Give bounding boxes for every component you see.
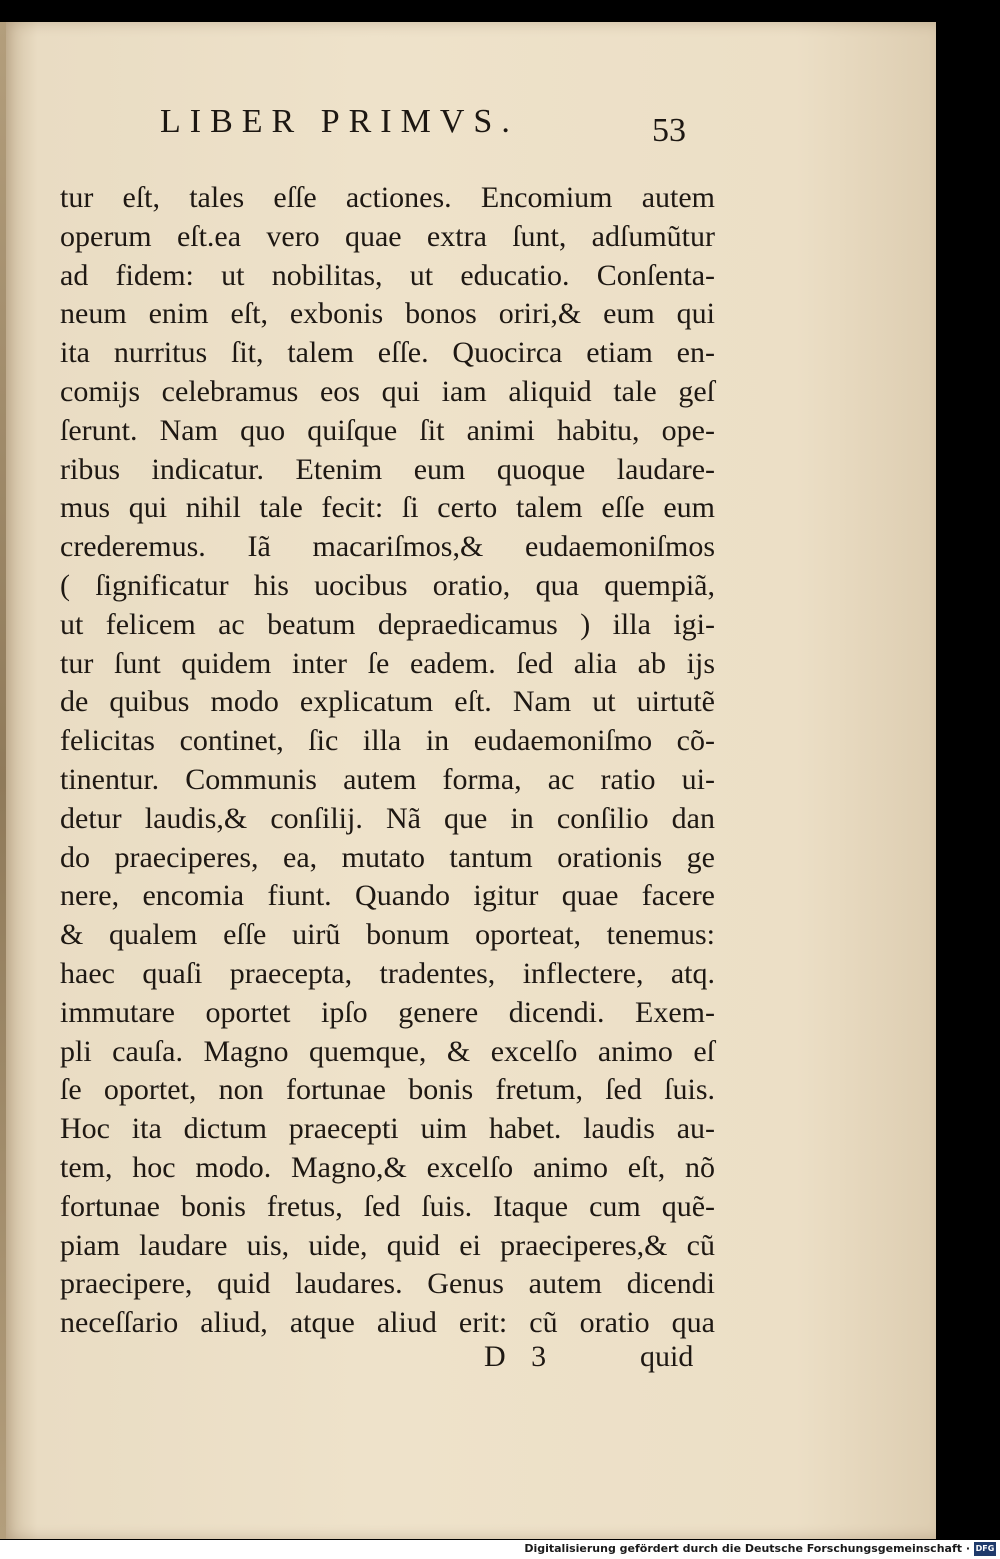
text-line: ita nurritus ſit, talem eſſe. Quocirca etiam en- [60,336,715,370]
text-line: ( ſignificatur his uocibus oratio, qua quempiã, [60,568,715,602]
text-line: ſerunt. Nam quo quiſque ſit animi habitu, ope- [60,413,715,447]
running-head: LIBER PRIMVS. [160,103,519,140]
text-line: mus qui nihil tale fecit: ſi certo talem eſſe eum [60,491,715,525]
text-line: tur eſt, tales eſſe actiones. Encomium autem [60,181,715,214]
text-line: do praeciperes, ea, mutato tantum orationis ge [60,840,715,874]
page-edge [0,22,6,1539]
text-line: pli cauſa. Magno quemque, & excelſo animo eſ [60,1034,715,1068]
text-line: felicitas continet, ſic illa in eudaemoniſmo cõ- [60,724,715,758]
text-line: fortunae bonis fretus, ſed ſuis. Itaque cum quẽ- [60,1189,715,1223]
text-line: operum eſt.ea vero quae extra ſunt, adſumũtur [60,219,715,253]
dfg-logo-icon: DFG [974,1542,996,1556]
text-line: ut felicem ac beatum depraedicamus ) illa igi- [60,607,715,641]
text-line: crederemus. Iã macariſmos,& eudaemoniſmos [60,530,715,564]
footer-credit: Digitalisierung gefördert durch die Deutsche Forschungsgemeinschaft · [524,1542,970,1555]
text-line: praecipere, quid laudares. Genus autem dicendi [60,1267,715,1301]
book-page [0,22,936,1539]
text-line: Hoc ita dictum praecepti uim habet. laudis au- [60,1112,715,1146]
text-line: tinentur. Communis autem forma, ac ratio ui- [60,762,715,796]
text-block [60,179,715,1343]
text-line: de quibus modo explicatum eſt. Nam ut uirtutẽ [60,685,715,719]
text-line: tem, hoc modo. Magno,& excelſo animo eſt, nõ [60,1150,715,1184]
text-line: neum enim eſt, exbonis bonos oriri,& eum qui [60,297,715,331]
text-line: detur laudis,& conſilij. Nã que in conſilio dan [60,801,715,835]
text-line: immutare oportet ipſo genere dicendi. Exem- [60,995,715,1029]
text-line: neceſſario aliud, atque aliud erit: cũ oratio qua [60,1306,715,1340]
text-line: & qualem eſſe uirũ bonum oporteat, tenemus: [60,918,715,952]
text-line: comijs celebramus eos qui iam aliquid tale geſ [60,374,715,408]
text-line: ſe oportet, non fortunae bonis fretum, ſed ſuis. [60,1073,715,1107]
text-line: haec quaſi praecepta, tradentes, inflectere, atq. [60,956,715,990]
text-line: nere, encomia fiunt. Quando igitur quae facere [60,879,715,913]
signature-mark: D 3 [484,1340,547,1373]
text-line: ad fidem: ut nobilitas, ut educatio. Conſenta- [60,258,715,292]
text-line: tur ſunt quidem inter ſe eadem. ſed alia ab ijs [60,646,715,680]
footer-bar [0,1540,1000,1559]
text-line: ribus indicatur. Etenim eum quoque laudare- [60,452,715,486]
page-number: 53 [652,112,686,149]
text-line: piam laudare uis, uide, quid ei praeciperes,& cũ [60,1228,715,1262]
catchword: quid [640,1340,694,1373]
